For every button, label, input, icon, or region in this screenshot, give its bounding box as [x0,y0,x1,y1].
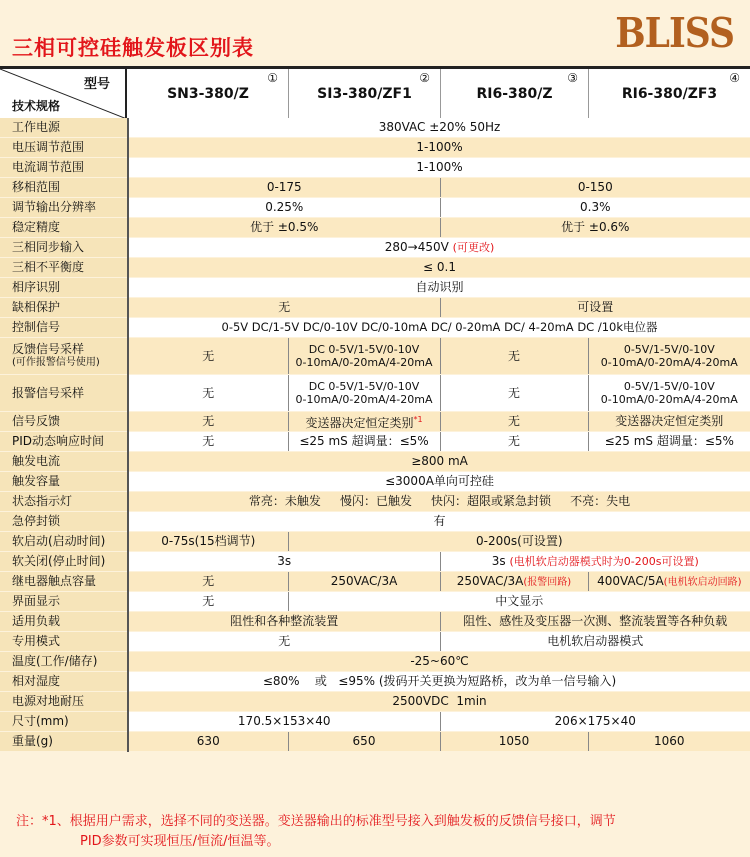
row-label: 专用模式 [0,632,128,652]
row-value-group-b: 0-150 [440,178,750,198]
table-row [0,612,750,632]
row-value-group-a: 0.25% [128,198,440,218]
table-row [0,198,750,218]
row-value: 自动识别 [128,278,750,298]
footnote-mark: *1 [413,415,423,424]
cell: 170.5×153×40 [128,712,440,732]
table-row [0,338,750,375]
table-row [0,632,750,652]
cell: 无 [128,632,440,652]
cell: 无 [128,592,288,612]
row-label: 移相范围 [0,178,128,198]
row-value-group-b: 可设置 [440,298,750,318]
cell: 650 [288,732,440,752]
spec-header-label: 技术规格 [12,99,61,113]
row-value-group-a: 优于 ±0.5% [128,218,440,238]
cell: 无 [440,412,588,432]
cell: 无 [440,338,588,375]
row-label: 触发容量 [0,472,128,492]
cell: 电机软启动器模式 [440,632,750,652]
row-label: 报警信号采样 [0,375,128,412]
row-label: 三相同步输入 [0,238,128,258]
table-row [0,692,750,712]
row-value: 1-100% [128,158,750,178]
table-row [0,258,750,278]
cell-text: 变送器决定恒定类别 [305,416,414,430]
cell: 3s [128,552,440,572]
cell [288,338,440,375]
row-label: 调节输出分辨率 [0,198,128,218]
table-row [0,432,750,452]
cell-line: DC 0-5V/1-5V/0-10V [308,380,420,393]
table-row [0,672,750,692]
table-row [0,652,750,672]
table-row [0,318,750,338]
row-value: 380VAC ±20% 50Hz [128,118,750,138]
table-row [0,572,750,592]
table-row [0,138,750,158]
row-label: 信号反馈 [0,412,128,432]
model-column-4 [588,69,750,119]
table-row [0,452,750,472]
row-value: ≤80% 或 ≤95% (拨码开关更换为短路桥，改为单一信号输入) [128,672,750,692]
cell: ≤25 mS 超调量：≤5% [288,432,440,452]
table-header [0,66,750,119]
cell: 阻性、感性及变压器一次测、整流装置等各种负载 [440,612,750,632]
cell: 无 [128,432,288,452]
table-row [0,732,750,752]
cell: 无 [440,375,588,412]
table-row [0,298,750,318]
table-row [0,472,750,492]
table-row [0,218,750,238]
sync-voltage: 280→450V [384,240,449,254]
cell: 无 [128,375,288,412]
row-label: 温度(工作/储存) [0,652,128,672]
row-label: 适用负载 [0,612,128,632]
cell-line: 0-5V/1-5V/0-10V [623,380,715,393]
row-label: 控制信号 [0,318,128,338]
row-label: 电压调节范围 [0,138,128,158]
model-column-1 [128,69,288,119]
cell [588,375,750,412]
cell-line: 0-10mA/0-20mA/4-20mA [295,393,433,406]
row-label: 尺寸(mm) [0,712,128,732]
cell-line: 0-10mA/0-20mA/4-20mA [600,393,738,406]
cell-line: 0-10mA/0-20mA/4-20mA [600,356,738,369]
row-value: ≤ 0.1 [128,258,750,278]
row-label: 继电器触点容量 [0,572,128,592]
table-row [0,278,750,298]
table-row [0,178,750,198]
model-column-3 [440,69,588,119]
brand-logo: BLISS [615,8,734,58]
table-row [0,492,750,512]
row-label-main: 反馈信号采样 [12,342,85,356]
row-label: 软关闭(停止时间) [0,552,128,572]
cell: 无 [128,572,288,592]
row-label: 相序识别 [0,278,128,298]
cell-note: (电机软启动回路) [663,576,742,588]
footnote-line-2: PID参数可实现恒压/恒流/恒温等。 [80,834,280,849]
row-value: -25~60℃ [128,652,750,672]
table-row [0,532,750,552]
model-header-label: 型号 [84,77,111,92]
cell: 阻性和各种整流装置 [128,612,440,632]
row-value-group-a: 无 [128,298,440,318]
cell: 250VAC/3A [288,572,440,592]
row-value: ≤3000A单向可控硅 [128,472,750,492]
cell [588,338,750,375]
cell [288,412,440,432]
row-value: 有 [128,512,750,532]
row-label: 重量(g) [0,732,128,752]
sync-note: (可更改) [452,241,495,254]
row-label [0,338,128,375]
cell [440,552,750,572]
cell-text: 250VAC/3A [456,573,524,588]
row-label: 触发电流 [0,452,128,472]
row-label: PID动态响应时间 [0,432,128,452]
row-value-group-b: 优于 ±0.6% [440,218,750,238]
cell: 1050 [440,732,588,752]
model-number: ③ [567,71,578,85]
cell-text: 3s [491,554,506,568]
row-value: 常亮：未触发 慢闪：已触发 快闪：超限或紧急封锁 不亮：失电 [128,492,750,512]
row-label: 界面显示 [0,592,128,612]
page-title: 三相可控硅触发板区别表 [12,36,254,60]
footnote [16,812,736,852]
cell: 206×175×40 [440,712,750,732]
row-label: 相对湿度 [0,672,128,692]
row-label: 缺相保护 [0,298,128,318]
model-name: SI3-380/ZF1 [317,86,412,102]
cell: 无 [440,432,588,452]
table-row [0,238,750,258]
cell: 0-200s(可设置) [288,532,750,552]
model-number: ① [267,71,278,85]
cell [440,572,588,592]
model-number: ② [419,71,430,85]
cell-text: 400VAC/5A [597,573,664,588]
row-value-group-a: 0-175 [128,178,440,198]
row-value: 2500VDC 1min [128,692,750,712]
model-name: SN3-380/Z [167,86,249,102]
table-row [0,158,750,178]
cell: 中文显示 [288,592,750,612]
row-label: 电流调节范围 [0,158,128,178]
cell [288,375,440,412]
row-label: 工作电源 [0,118,128,138]
cell-note: (电机软启动器模式时为0-200s可设置) [509,555,699,568]
row-label: 稳定精度 [0,218,128,238]
row-value: 0-5V DC/1-5V DC/0-10V DC/0-10mA DC/ 0-20mA DC/ 4-20mA DC /10k电位器 [128,318,750,338]
cell: 无 [128,338,288,375]
row-value: 1-100% [128,138,750,158]
cell: 变送器决定恒定类别 [588,412,750,432]
table-row [0,592,750,612]
row-label: 软启动(启动时间) [0,532,128,552]
model-number: ④ [729,71,740,85]
cell: 630 [128,732,288,752]
table-row [0,512,750,532]
model-name: RI6-380/ZF3 [621,86,718,102]
cell: 1060 [588,732,750,752]
row-label: 急停封锁 [0,512,128,532]
model-name: RI6-380/Z [476,86,553,102]
model-column-2 [288,69,440,119]
cell: 0-75s(15档调节) [128,532,288,552]
spec-table [0,118,750,752]
cell-line: DC 0-5V/1-5V/0-10V [308,343,420,356]
row-label-sub: (可作报警信号使用) [12,357,100,368]
table-row [0,712,750,732]
cell-line: 0-10mA/0-20mA/4-20mA [295,356,433,369]
cell-line: 0-5V/1-5V/0-10V [623,343,715,356]
row-label: 三相不平衡度 [0,258,128,278]
table-row [0,375,750,412]
row-value [128,238,750,258]
table-row [0,412,750,432]
row-label: 电源对地耐压 [0,692,128,712]
table-row [0,552,750,572]
cell: 无 [128,412,288,432]
footnote-line-1: 注：*1、根据用户需求，选择不同的变送器。变送器输出的标准型号接入到触发板的反馈信号接口，调节 [16,814,616,829]
cell: ≤25 mS 超调量：≤5% [588,432,750,452]
row-value-group-b: 0.3% [440,198,750,218]
cell [588,572,750,592]
cell-note: (报警回路) [523,576,572,588]
row-label: 状态指示灯 [0,492,128,512]
row-value: ≥800 mA [128,452,750,472]
table-row [0,118,750,138]
